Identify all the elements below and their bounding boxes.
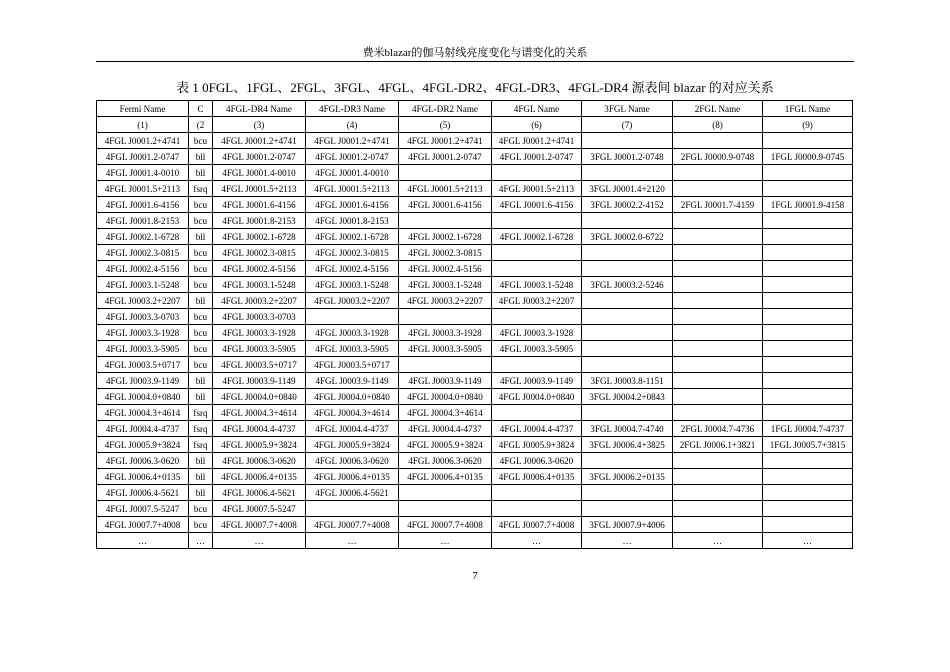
table-cell: 4FGL J0001.2+4741 <box>306 133 399 149</box>
header-rule <box>96 61 854 62</box>
table-cell: 4FGL J0007.7+4008 <box>97 517 189 533</box>
column-header: 4FGL-DR2 Name <box>399 101 492 117</box>
table-cell: 3FGL J0006.4+3825 <box>582 437 673 453</box>
table-cell: bcu <box>189 277 213 293</box>
table-row <box>97 293 853 309</box>
table-cell: … <box>673 533 763 549</box>
table-cell: 4FGL J0004.4-4737 <box>492 421 582 437</box>
column-number: (7) <box>582 117 673 133</box>
table-cell: 4FGL J0004.3+4614 <box>97 405 189 421</box>
table-cell <box>763 325 853 341</box>
table-cell <box>582 165 673 181</box>
table-cell <box>673 213 763 229</box>
table-cell: 4FGL J0002.3-0815 <box>213 245 306 261</box>
table-cell: 4FGL J0001.4-0010 <box>213 165 306 181</box>
table-cell: 4FGL J0001.6-4156 <box>399 197 492 213</box>
table-cell: … <box>213 533 306 549</box>
table-cell: bll <box>189 293 213 309</box>
table-cell: 3FGL J0001.2-0748 <box>582 149 673 165</box>
table-cell: bcu <box>189 341 213 357</box>
table-cell: bcu <box>189 357 213 373</box>
column-header: C <box>189 101 213 117</box>
table-cell: 4FGL J0002.3-0815 <box>97 245 189 261</box>
table-cell <box>673 325 763 341</box>
table-cell <box>582 453 673 469</box>
table-row <box>97 485 853 501</box>
table-cell <box>582 341 673 357</box>
table-cell: 1FGL J0004.7-4737 <box>763 421 853 437</box>
table-cell: 4FGL J0006.4+0135 <box>399 469 492 485</box>
table-cell: fsrq <box>189 421 213 437</box>
table-cell <box>582 261 673 277</box>
table-cell: … <box>189 533 213 549</box>
table-cell <box>399 309 492 325</box>
table-cell: 4FGL J0001.6-4156 <box>492 197 582 213</box>
table-cell: 3FGL J0006.2+0135 <box>582 469 673 485</box>
table-cell <box>582 245 673 261</box>
table-cell <box>763 405 853 421</box>
table-cell: 4FGL J0002.4-5156 <box>213 261 306 277</box>
table-cell: 4FGL J0002.3-0815 <box>306 245 399 261</box>
table-cell: 4FGL J0001.2+4741 <box>492 133 582 149</box>
table-row <box>97 149 853 165</box>
table-cell: bll <box>189 453 213 469</box>
table-cell: 4FGL J0003.2+2207 <box>213 293 306 309</box>
table-row <box>97 133 853 149</box>
table-cell <box>582 293 673 309</box>
table-cell: 4FGL J0005.9+3824 <box>306 437 399 453</box>
table-cell: 4FGL J0006.3-0620 <box>97 453 189 469</box>
table-cell <box>673 181 763 197</box>
table-cell: 4FGL J0003.1-5248 <box>97 277 189 293</box>
table-cell <box>673 389 763 405</box>
table-cell: 4FGL J0006.4+0135 <box>213 469 306 485</box>
table-cell: 4FGL J0003.3-1928 <box>306 325 399 341</box>
table-cell: 4FGL J0006.4+0135 <box>306 469 399 485</box>
table-cell: fsrq <box>189 405 213 421</box>
table-cell: 3FGL J0001.4+2120 <box>582 181 673 197</box>
table-cell: 4FGL J0001.2+4741 <box>97 133 189 149</box>
table-cell: 2FGL J0004.7-4736 <box>673 421 763 437</box>
table-cell <box>673 501 763 517</box>
table-row <box>97 373 853 389</box>
table-cell <box>763 277 853 293</box>
table-cell: 4FGL J0001.8-2153 <box>97 213 189 229</box>
table-cell: … <box>399 533 492 549</box>
table-cell: bll <box>189 485 213 501</box>
table-row <box>97 229 853 245</box>
table-row <box>97 517 853 533</box>
table-cell: bll <box>189 165 213 181</box>
table-cell: 4FGL J0005.9+3824 <box>97 437 189 453</box>
table-cell <box>492 405 582 421</box>
table-cell: 4FGL J0002.3-0815 <box>399 245 492 261</box>
table-cell <box>673 485 763 501</box>
column-number: (1) <box>97 117 189 133</box>
table-cell: 3FGL J0002.2-4152 <box>582 197 673 213</box>
table-cell: 4FGL J0001.6-4156 <box>97 197 189 213</box>
table-cell: bcu <box>189 501 213 517</box>
table-cell: bll <box>189 229 213 245</box>
column-header: 1FGL Name <box>763 101 853 117</box>
table-cell <box>582 213 673 229</box>
table-cell: bll <box>189 469 213 485</box>
table-cell <box>582 133 673 149</box>
table-cell: 4FGL J0001.5+2113 <box>213 181 306 197</box>
table-cell: 4FGL J0004.0+0840 <box>213 389 306 405</box>
table-cell: 4FGL J0003.3-0703 <box>97 309 189 325</box>
table-cell: 4FGL J0003.2+2207 <box>306 293 399 309</box>
table-cell: 4FGL J0001.2-0747 <box>399 149 492 165</box>
table-cell: fsrq <box>189 181 213 197</box>
table-cell: 4FGL J0003.1-5248 <box>399 277 492 293</box>
correspondence-table <box>96 100 853 549</box>
table-cell: 2FGL J0001.7-4159 <box>673 197 763 213</box>
table-cell: 4FGL J0006.4+0135 <box>492 469 582 485</box>
table-cell: 4FGL J0007.5-5247 <box>97 501 189 517</box>
table-cell: 4FGL J0001.6-4156 <box>306 197 399 213</box>
running-header: 费米blazar的伽马射线亮度变化与谱变化的关系 <box>362 47 588 59</box>
table-cell: 4FGL J0006.4-5621 <box>97 485 189 501</box>
table-cell <box>673 341 763 357</box>
table-cell: 4FGL J0002.1-6728 <box>492 229 582 245</box>
table-cell: 4FGL J0002.1-6728 <box>97 229 189 245</box>
table-row <box>97 341 853 357</box>
table-cell: 3FGL J0003.2-5246 <box>582 277 673 293</box>
table-cell <box>673 309 763 325</box>
table-cell: … <box>763 533 853 549</box>
table-cell: 4FGL J0001.2-0747 <box>213 149 306 165</box>
table-row <box>97 325 853 341</box>
table-cell <box>763 517 853 533</box>
column-header: 3FGL Name <box>582 101 673 117</box>
table-cell: 4FGL J0001.8-2153 <box>213 213 306 229</box>
table-cell <box>492 485 582 501</box>
table-cell: 4FGL J0002.1-6728 <box>306 229 399 245</box>
table-cell: bcu <box>189 245 213 261</box>
table-row <box>97 309 853 325</box>
table-cell: 4FGL J0003.5+0717 <box>97 357 189 373</box>
table-cell <box>673 373 763 389</box>
table-cell <box>763 261 853 277</box>
table-cell <box>306 501 399 517</box>
table-cell <box>582 357 673 373</box>
table-cell: 4FGL J0003.9-1149 <box>213 373 306 389</box>
table-cell: 4FGL J0001.2+4741 <box>399 133 492 149</box>
table-cell <box>763 469 853 485</box>
table-cell <box>763 181 853 197</box>
table-cell <box>492 245 582 261</box>
column-number: (5) <box>399 117 492 133</box>
page-number: 7 <box>472 570 478 582</box>
table-row <box>97 277 853 293</box>
table-cell: 4FGL J0003.9-1149 <box>306 373 399 389</box>
table-cell: 4FGL J0003.2+2207 <box>399 293 492 309</box>
table-cell: 4FGL J0003.5+0717 <box>306 357 399 373</box>
table-row <box>97 181 853 197</box>
table-cell <box>763 373 853 389</box>
table-cell: 4FGL J0003.5+0717 <box>213 357 306 373</box>
column-number: (8) <box>673 117 763 133</box>
table-row <box>97 197 853 213</box>
table-cell: 4FGL J0006.3-0620 <box>399 453 492 469</box>
table-row <box>97 421 853 437</box>
table-cell <box>763 389 853 405</box>
table-cell: 4FGL J0003.3-5905 <box>97 341 189 357</box>
table-title: 表 1 0FGL、1FGL、2FGL、3FGL、4FGL、4FGL-DR2、4FGL-DR3、4FGL-DR4 源表间 blazar 的对应关系 <box>176 80 774 95</box>
table-cell: 4FGL J0001.2+4741 <box>213 133 306 149</box>
table-cell <box>673 229 763 245</box>
table-row <box>97 533 853 549</box>
table-cell <box>306 309 399 325</box>
table-cell <box>763 165 853 181</box>
table-cell: 2FGL J0000.9-0748 <box>673 149 763 165</box>
table-cell: 4FGL J0006.3-0620 <box>213 453 306 469</box>
table-cell <box>582 325 673 341</box>
table-cell: 4FGL J0005.9+3824 <box>399 437 492 453</box>
table-row <box>97 453 853 469</box>
table-row <box>97 261 853 277</box>
table-cell: bcu <box>189 517 213 533</box>
table-cell: 4FGL J0002.4-5156 <box>306 261 399 277</box>
table-cell: 4FGL J0006.3-0620 <box>306 453 399 469</box>
table-row <box>97 389 853 405</box>
table-cell: 4FGL J0003.3-5905 <box>399 341 492 357</box>
table-cell: 1FGL J0001.9-4158 <box>763 197 853 213</box>
table-cell <box>492 261 582 277</box>
table-cell: 1FGL J0005.7+3815 <box>763 437 853 453</box>
column-header: 4FGL-DR3 Name <box>306 101 399 117</box>
table-cell: 4FGL J0002.4-5156 <box>97 261 189 277</box>
table-cell <box>673 261 763 277</box>
table-cell <box>673 517 763 533</box>
table-row <box>97 213 853 229</box>
table-cell: … <box>582 533 673 549</box>
table-cell <box>673 357 763 373</box>
table-cell: 4FGL J0002.1-6728 <box>399 229 492 245</box>
table-cell: 4FGL J0001.2-0747 <box>492 149 582 165</box>
column-header: 2FGL Name <box>673 101 763 117</box>
table-cell <box>763 245 853 261</box>
table-cell: 4FGL J0007.7+4008 <box>306 517 399 533</box>
table-cell <box>399 501 492 517</box>
table-cell: 4FGL J0007.5-5247 <box>213 501 306 517</box>
table-cell: bcu <box>189 325 213 341</box>
table-cell <box>673 453 763 469</box>
table-cell: 4FGL J0003.3-1928 <box>492 325 582 341</box>
table-cell: 4FGL J0003.3-1928 <box>97 325 189 341</box>
table-cell: 4FGL J0004.3+4614 <box>399 405 492 421</box>
header-row <box>97 101 853 117</box>
table-cell: 4FGL J0006.3-0620 <box>492 453 582 469</box>
table-cell: 3FGL J0003.8-1151 <box>582 373 673 389</box>
table-cell <box>763 341 853 357</box>
column-header: 4FGL Name <box>492 101 582 117</box>
column-number: (9) <box>763 117 853 133</box>
table-cell <box>673 133 763 149</box>
table-cell: 4FGL J0004.0+0840 <box>492 389 582 405</box>
table-row <box>97 501 853 517</box>
table-cell <box>492 501 582 517</box>
table-cell: 3FGL J0004.7-4740 <box>582 421 673 437</box>
table-cell: 4FGL J0005.9+3824 <box>213 437 306 453</box>
table-cell: 4FGL J0001.5+2113 <box>492 181 582 197</box>
table-cell: … <box>306 533 399 549</box>
table-cell: 4FGL J0004.3+4614 <box>213 405 306 421</box>
table-cell <box>673 405 763 421</box>
table-row <box>97 245 853 261</box>
table-cell: 4FGL J0004.0+0840 <box>399 389 492 405</box>
column-number: (2 <box>189 117 213 133</box>
table-cell: 4FGL J0003.3-0703 <box>213 309 306 325</box>
table-cell: bcu <box>189 213 213 229</box>
table-cell: 4FGL J0001.4-0010 <box>306 165 399 181</box>
table-cell: 4FGL J0004.4-4737 <box>306 421 399 437</box>
table-head <box>97 101 853 133</box>
table-cell: bcu <box>189 197 213 213</box>
table-cell: 2FGL J0006.1+3821 <box>673 437 763 453</box>
table-cell: … <box>97 533 189 549</box>
table-cell: 4FGL J0004.0+0840 <box>97 389 189 405</box>
table-cell: 4FGL J0003.1-5248 <box>213 277 306 293</box>
table-cell: 4FGL J0005.9+3824 <box>492 437 582 453</box>
table-cell: 4FGL J0003.9-1149 <box>492 373 582 389</box>
table-cell: bll <box>189 389 213 405</box>
table-cell: bcu <box>189 261 213 277</box>
table-cell <box>582 485 673 501</box>
table-cell <box>492 357 582 373</box>
table-cell: 4FGL J0006.4-5621 <box>306 485 399 501</box>
table-cell: 4FGL J0004.4-4737 <box>399 421 492 437</box>
table-cell: bcu <box>189 133 213 149</box>
table-cell: 4FGL J0003.1-5248 <box>492 277 582 293</box>
table-cell: 4FGL J0001.4-0010 <box>97 165 189 181</box>
table-cell <box>673 165 763 181</box>
table-cell: 4FGL J0001.6-4156 <box>213 197 306 213</box>
table-cell: 4FGL J0003.2+2207 <box>97 293 189 309</box>
table-cell: 4FGL J0003.2+2207 <box>492 293 582 309</box>
table-cell: 4FGL J0003.1-5248 <box>306 277 399 293</box>
table-cell <box>763 213 853 229</box>
table-cell: 4FGL J0004.3+4614 <box>306 405 399 421</box>
table-cell: bcu <box>189 309 213 325</box>
table-cell <box>763 133 853 149</box>
table-cell: 4FGL J0002.1-6728 <box>213 229 306 245</box>
table-cell: 4FGL J0003.3-1928 <box>399 325 492 341</box>
table-row <box>97 469 853 485</box>
table-cell <box>763 229 853 245</box>
table-cell <box>763 357 853 373</box>
table-row <box>97 165 853 181</box>
column-number-row <box>97 117 853 133</box>
table-cell: fsrq <box>189 437 213 453</box>
table-cell <box>673 469 763 485</box>
table-cell: 4FGL J0004.4-4737 <box>213 421 306 437</box>
table-cell <box>673 277 763 293</box>
table-cell: 4FGL J0001.5+2113 <box>399 181 492 197</box>
table-cell: bll <box>189 149 213 165</box>
table-cell: 4FGL J0003.3-5905 <box>306 341 399 357</box>
table-cell <box>763 501 853 517</box>
table-cell: 4FGL J0001.8-2153 <box>306 213 399 229</box>
table-cell <box>763 485 853 501</box>
table-cell: 4FGL J0007.7+4008 <box>399 517 492 533</box>
table-cell: 4FGL J0001.2-0747 <box>306 149 399 165</box>
table-cell: 4FGL J0004.0+0840 <box>306 389 399 405</box>
table-row <box>97 357 853 373</box>
table-cell: 4FGL J0003.3-5905 <box>492 341 582 357</box>
table-cell: 4FGL J0001.5+2113 <box>97 181 189 197</box>
table-cell <box>399 213 492 229</box>
column-number: (6) <box>492 117 582 133</box>
column-header: Fermi Name <box>97 101 189 117</box>
table-cell <box>582 309 673 325</box>
table-cell: 4FGL J0003.9-1149 <box>399 373 492 389</box>
table-cell: 4FGL J0006.4-5621 <box>213 485 306 501</box>
table-cell: 4FGL J0001.5+2113 <box>306 181 399 197</box>
table-row <box>97 437 853 453</box>
table-cell <box>582 405 673 421</box>
table-cell: 4FGL J0001.2-0747 <box>97 149 189 165</box>
table-cell <box>763 453 853 469</box>
table-cell: 3FGL J0004.2+0843 <box>582 389 673 405</box>
table-cell <box>399 165 492 181</box>
table-cell: 1FGL J0000.9-0745 <box>763 149 853 165</box>
table-cell <box>492 165 582 181</box>
column-header: 4FGL-DR4 Name <box>213 101 306 117</box>
table-cell: 3FGL J0007.9+4006 <box>582 517 673 533</box>
table-cell: 4FGL J0003.9-1149 <box>97 373 189 389</box>
table-cell <box>763 293 853 309</box>
table-cell: 4FGL J0003.3-5905 <box>213 341 306 357</box>
table-cell <box>492 213 582 229</box>
table-cell: 4FGL J0004.4-4737 <box>97 421 189 437</box>
table-cell: 4FGL J0002.4-5156 <box>399 261 492 277</box>
column-number: (4) <box>306 117 399 133</box>
table-row <box>97 405 853 421</box>
table-body <box>97 133 853 549</box>
table-cell <box>399 485 492 501</box>
table-cell <box>492 309 582 325</box>
table-cell <box>399 357 492 373</box>
table-cell: 4FGL J0003.3-1928 <box>213 325 306 341</box>
table-cell <box>763 309 853 325</box>
table-cell <box>673 293 763 309</box>
table-cell: 4FGL J0007.7+4008 <box>213 517 306 533</box>
table-cell: … <box>492 533 582 549</box>
table-cell: 4FGL J0006.4+0135 <box>97 469 189 485</box>
table-cell: 3FGL J0002.0-6722 <box>582 229 673 245</box>
table-cell <box>582 501 673 517</box>
table-cell: bll <box>189 373 213 389</box>
table-cell: 4FGL J0007.7+4008 <box>492 517 582 533</box>
table-cell <box>673 245 763 261</box>
column-number: (3) <box>213 117 306 133</box>
